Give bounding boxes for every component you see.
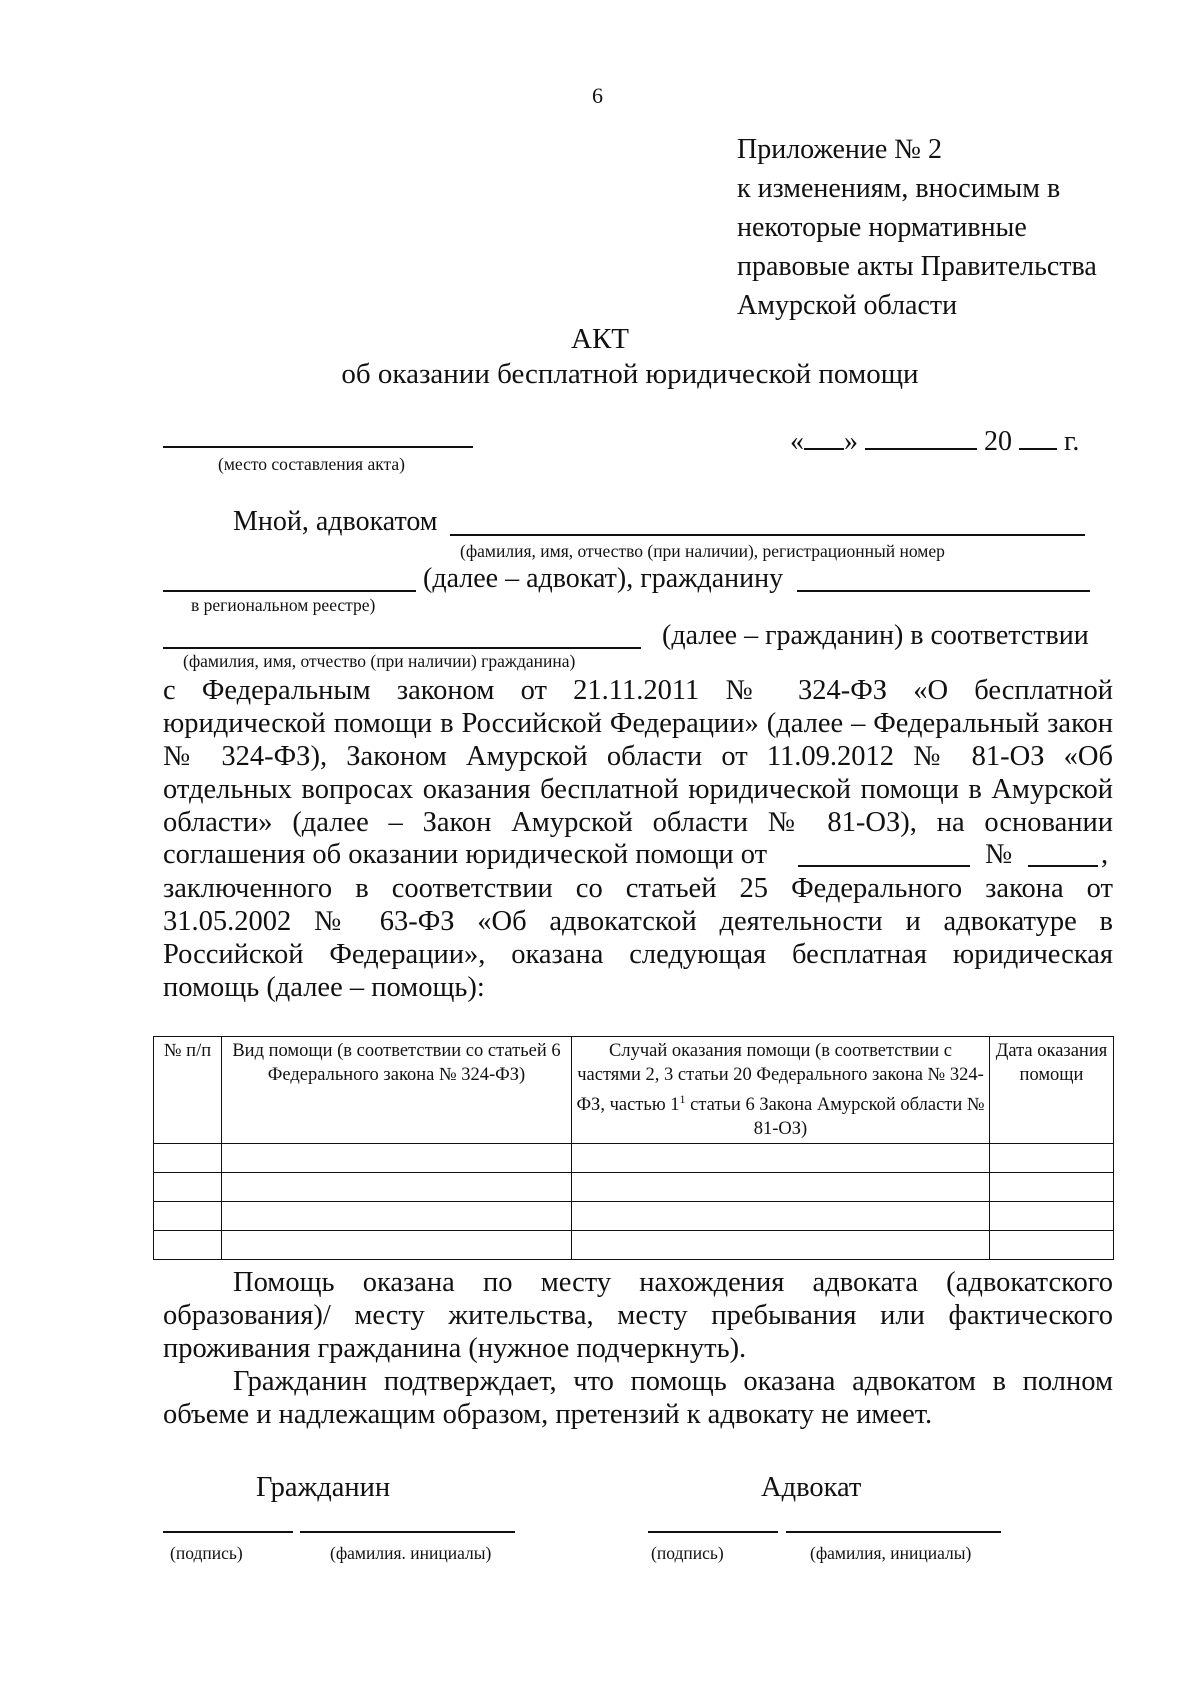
body-line: отдельных вопросах оказания бесплатной юридической помощи в Амурской bbox=[163, 774, 1113, 805]
help-place-paragraph bbox=[163, 1266, 1113, 1365]
agreement-line bbox=[163, 839, 767, 871]
body-line: области» (далее – Закон Амурской области № 81-ОЗ), на основании bbox=[163, 807, 1113, 838]
advocate-label: Мной, адвокатом bbox=[233, 506, 438, 537]
table-cell[interactable] bbox=[990, 1231, 1114, 1260]
citizen-sign-caption: (подпись) bbox=[170, 1543, 243, 1563]
table-cell[interactable] bbox=[990, 1173, 1114, 1202]
advocate-sign-caption: (подпись) bbox=[651, 1543, 724, 1563]
table-cell[interactable] bbox=[154, 1231, 222, 1260]
body-line: юридической помощи в Российской Федерации» (далее – Федеральный закон bbox=[163, 708, 1113, 739]
header-help-case-text: Случай оказания помощи (в соответствии с частями 2, 3 статьи 20 Федерального закона № 324-ФЗ, частью 1 bbox=[576, 1041, 984, 1116]
table-cell[interactable] bbox=[222, 1202, 572, 1231]
appendix-line: к изменениям, вносимым в bbox=[737, 173, 1061, 204]
confirmation-text: Гражданин подтверждает, что помощь оказана адвокатом в полном объеме и надлежащим образом, претензий к адвокату не имеет. bbox=[163, 1366, 1113, 1430]
table-row bbox=[154, 1173, 1114, 1202]
advocate-sign-field[interactable] bbox=[648, 1531, 778, 1533]
document-title: АКТ bbox=[571, 323, 629, 355]
appendix-line: правовые акты Правительства bbox=[737, 251, 1097, 282]
appendix-line: некоторые нормативные bbox=[737, 212, 1027, 243]
citizen-name-caption: (фамилия. инициалы) bbox=[330, 1543, 492, 1563]
table-cell[interactable] bbox=[154, 1173, 222, 1202]
header-help-type: Вид помощи (в соответствии со статьей 6 Федерального закона № 324-ФЗ) bbox=[222, 1037, 572, 1144]
advocate-after: (далее – адвокат), гражданину bbox=[423, 563, 784, 594]
table-row bbox=[154, 1231, 1114, 1260]
year-prefix: 20 bbox=[984, 426, 1012, 457]
header-number: № п/п bbox=[154, 1037, 222, 1144]
header-help-case-tail: статьи 6 Закона Амурской области № 81-ОЗ) bbox=[685, 1095, 985, 1140]
header-help-case-sup: 1 bbox=[679, 1092, 686, 1106]
year-field[interactable] bbox=[1019, 424, 1057, 450]
date-line bbox=[790, 424, 1079, 458]
citizen-signature-label: Гражданин bbox=[256, 1472, 391, 1503]
table-cell[interactable] bbox=[222, 1173, 572, 1202]
table-cell[interactable] bbox=[572, 1202, 990, 1231]
citizen-name-sign-field[interactable] bbox=[300, 1531, 515, 1533]
appendix-line: Приложение № 2 bbox=[737, 134, 942, 165]
advocate-name-field[interactable] bbox=[450, 534, 1085, 536]
agreement-number-sign: № bbox=[985, 839, 1013, 870]
table-cell[interactable] bbox=[572, 1231, 990, 1260]
place-field[interactable] bbox=[163, 446, 473, 448]
advocate-register-field[interactable] bbox=[163, 590, 416, 592]
place-caption: (место составления акта) bbox=[218, 454, 405, 474]
body-line: 31.05.2002 № 63-ФЗ «Об адвокатской деятельности и адвокатуре в bbox=[163, 906, 1113, 937]
advocate-name-sign-field[interactable] bbox=[786, 1531, 1001, 1533]
agreement-text: соглашения об оказании юридической помощи от bbox=[163, 839, 768, 870]
body-line: с Федеральным законом от 21.11.2011 № 324-ФЗ «О бесплатной bbox=[163, 675, 1113, 706]
table-cell[interactable] bbox=[154, 1202, 222, 1231]
body-line-last: помощь (далее – помощь): bbox=[163, 972, 485, 1003]
table-cell[interactable] bbox=[222, 1231, 572, 1260]
month-field[interactable] bbox=[865, 424, 977, 450]
table-cell[interactable] bbox=[572, 1144, 990, 1173]
table-cell[interactable] bbox=[572, 1173, 990, 1202]
header-help-case bbox=[572, 1037, 990, 1144]
advocate-caption-2: в региональном реестре) bbox=[191, 595, 376, 615]
body-line: заключенного в соответствии со статьей 25 Федерального закона от bbox=[163, 873, 1113, 904]
agreement-comma: , bbox=[1101, 839, 1109, 870]
citizen-after: (далее – гражданин) в соответствии bbox=[662, 620, 1089, 651]
help-place-text: Помощь оказана по месту нахождения адвоката (адвокатского образования)/ месту жительства, месту пребывания или фактического проживания гражданина (нужное подчеркнуть). bbox=[163, 1267, 1113, 1364]
table-cell[interactable] bbox=[154, 1144, 222, 1173]
table-header-row bbox=[154, 1037, 1114, 1144]
year-suffix: г. bbox=[1064, 426, 1080, 457]
agreement-number-field[interactable] bbox=[1028, 865, 1098, 867]
body-line: № 324-ФЗ), Законом Амурской области от 11.09.2012 № 81-ОЗ «Об bbox=[163, 741, 1113, 772]
table-row bbox=[154, 1144, 1114, 1173]
help-table bbox=[153, 1036, 1114, 1260]
citizen-field-start[interactable] bbox=[797, 590, 1090, 592]
body-line: Российской Федерации», оказана следующая бесплатная юридическая bbox=[163, 939, 1113, 970]
appendix-block bbox=[737, 130, 1097, 325]
table-cell[interactable] bbox=[222, 1144, 572, 1173]
confirmation-paragraph bbox=[163, 1365, 1113, 1431]
document-subtitle: об оказании бесплатной юридической помощи bbox=[341, 358, 919, 390]
date-close-quote: » bbox=[844, 426, 858, 457]
table-row bbox=[154, 1202, 1114, 1231]
advocate-signature-label: Адвокат bbox=[761, 1472, 862, 1503]
day-field[interactable] bbox=[804, 424, 844, 450]
appendix-line: Амурской области bbox=[737, 290, 958, 321]
header-date: Дата оказания помощи bbox=[990, 1037, 1114, 1144]
agreement-date-field[interactable] bbox=[798, 865, 970, 867]
table-cell[interactable] bbox=[990, 1202, 1114, 1231]
table-cell[interactable] bbox=[990, 1144, 1114, 1173]
citizen-name-field[interactable] bbox=[163, 647, 641, 649]
advocate-name-caption: (фамилия, инициалы) bbox=[810, 1543, 972, 1563]
advocate-caption-1: (фамилия, имя, отчество (при наличии), регистрационный номер bbox=[460, 541, 945, 561]
date-open-quote: « bbox=[790, 426, 804, 457]
citizen-sign-field[interactable] bbox=[163, 1531, 293, 1533]
page-number: 6 bbox=[592, 83, 603, 108]
citizen-caption: (фамилия, имя, отчество (при наличии) гражданина) bbox=[183, 651, 576, 671]
